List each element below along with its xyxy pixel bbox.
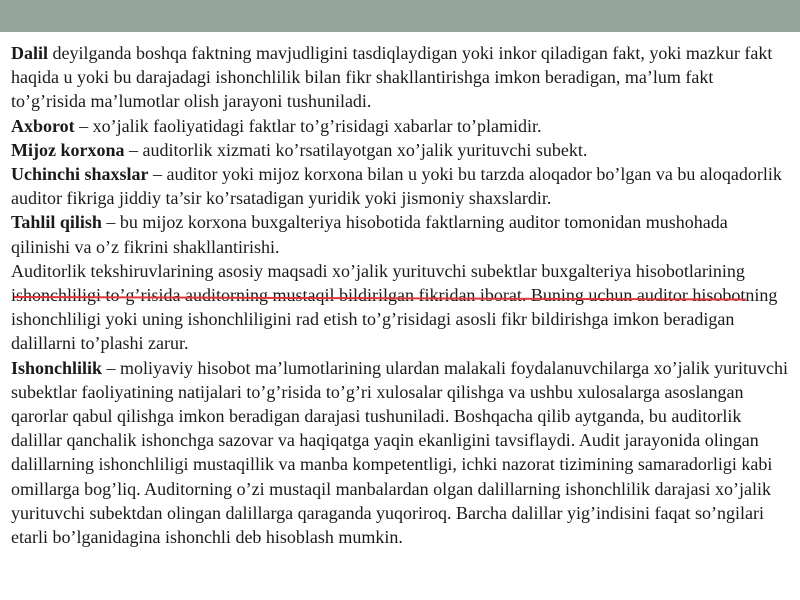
definition-text: – moliyaviy hisobot ma’lumotlarining ulardan malakali foydalanuvchilarga xo’jalik yurituvchi subektlar faoliyatining natijalari to’g’risida to’g’ri xulosalar qilishga va ushbu xulosalarga asoslangan qarorlar qabul qilishga imkon beradigan darajasi tushuniladi. Boshqacha qilib aytganda, bu auditorlik dalillar qanchalik ishonchga sazovar va haqiqatga yaqin ekanligini tavsiflaydi. Audit jarayonida olingan dalillarning ishonchliligi mustaqillik va manba kompetentligi, ichki nazorat tizimining samaradorligi kabi omillarga bog’liq. Auditorning o’zi mustaqil manbalardan olgan dalillarning ishonchlilik darajasi xo’jalik yurituvchi subektdan olingan dalillarga qaraganda yuqoriroq. Barcha dalillar yig’indisini faqat so’ngilari etarli bo’lganidagina ishonchli deb hisoblash mumkin. <box>11 357 789 548</box>
definition-dalil <box>11 41 791 114</box>
term-label: Ishonchlilik <box>11 357 103 378</box>
slide-text-body <box>11 41 791 549</box>
definition-uchinchi-shaxslar <box>11 162 791 210</box>
definition-ishonchlilik <box>11 356 791 550</box>
term-label: Uchinchi shaxslar <box>11 164 149 185</box>
definition-text: – auditorlik xizmati ko’rsatilayotgan xo’jalik yurituvchi subekt. <box>124 139 588 160</box>
term-label: Tahlil qilish <box>11 212 102 233</box>
term-label: Mijoz korxona <box>11 139 125 160</box>
definition-mijoz-korxona <box>11 138 791 162</box>
slide-header-bar <box>0 0 800 32</box>
paragraph-text: Auditorlik tekshiruvlarining asosiy maqsadi xo’jalik yurituvchi subektlar buxgalteriya hisobotlarining ishonchliligi to’g’risida auditorning mustaqil bildirilgan fikridan iborat. Buning uchun auditor hisobotning ishonchliligi yoki uning ishonchliligini rad etish to’g’risidagi asosli fikr bildirishga imkon beradigan dalillarni to’plashi zarur. <box>11 260 778 354</box>
audit-goal-paragraph <box>11 259 791 356</box>
term-label: Axborot <box>11 115 75 136</box>
definition-text: deyilganda boshqa faktning mavjudligini tasdiqlaydigan yoki inkor qiladigan fakt, yoki mazkur fakt haqida u yoki bu darajadagi ishonchlilik bilan fikr shakllantirishga imkon beradigan, ma’lum fakt to’g’risida ma’lumotlar olish jarayoni tushuniladi. <box>11 43 773 112</box>
definition-text: – bu mijoz korxona buxgalteriya hisobotida faktlarning auditor tomonidan mushohada qilinishi va o’z fikrini shakllantirishi. <box>11 212 728 257</box>
definition-tahlil-qilish <box>11 210 791 258</box>
term-label: Dalil <box>11 43 49 63</box>
definition-text: – auditor yoki mijoz korxona bilan u yoki bu tarzda aloqador bo’lgan va bu aloqadorlik auditor fikriga jiddiy ta’sir ko’rsatadigan yuridik yoki jismoniy shaxslardir. <box>11 164 782 209</box>
definition-text: – xo’jalik faoliyatidagi faktlar to’g’risidagi xabarlar to’plamidir. <box>74 115 542 136</box>
definition-axborot <box>11 114 791 138</box>
